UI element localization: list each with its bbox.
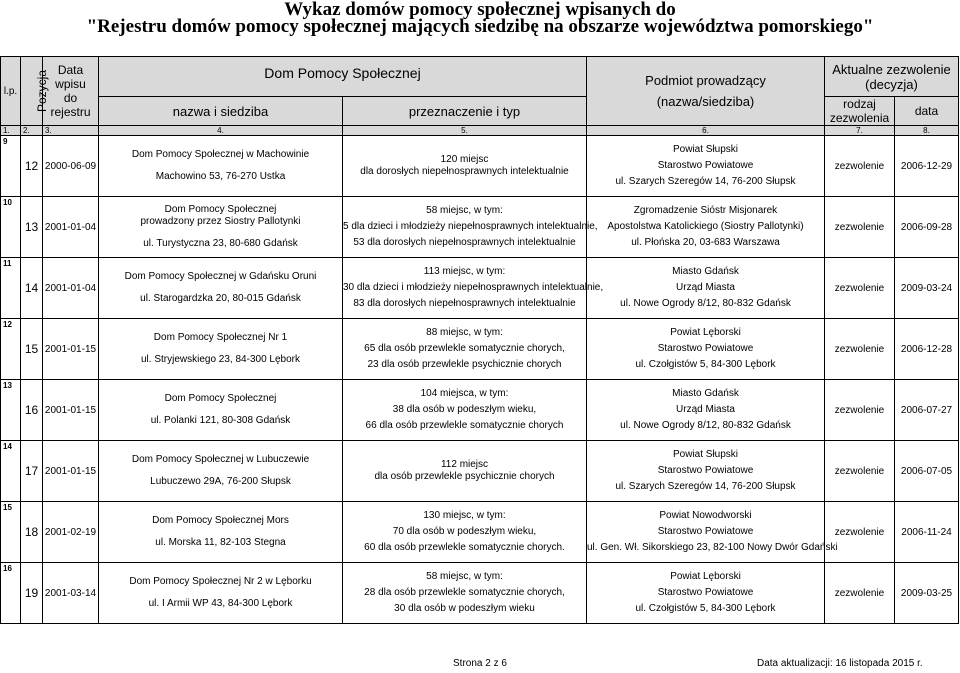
rodzaj-cell xyxy=(825,136,895,197)
table-row xyxy=(1,136,959,197)
data-value: 2006-07-05 xyxy=(900,465,953,477)
spacer xyxy=(99,344,342,354)
rodzaj-value: zezwolenie xyxy=(834,587,885,599)
pozycja-cell xyxy=(21,258,43,319)
przeznaczenie-cell xyxy=(343,319,587,380)
nazwa-cell xyxy=(99,502,343,563)
lp-cell xyxy=(1,197,21,258)
rodzaj-value: zezwolenie xyxy=(834,343,885,355)
update-date: Data aktualizacji: 16 listopada 2015 r. xyxy=(757,658,923,669)
data-cell xyxy=(895,441,959,502)
nazwa-line: ul. Morska 11, 82-103 Stegna xyxy=(155,537,286,548)
lp-number: 14 xyxy=(3,442,12,451)
podmiot-cell xyxy=(587,319,825,380)
nazwa-cell xyxy=(99,441,343,502)
col-number: 7. xyxy=(825,126,895,136)
col-number: 5. xyxy=(343,126,587,136)
data-value: 2009-03-25 xyxy=(900,587,953,599)
nazwa-line: ul. I Armii WP 43, 84-300 Lębork xyxy=(148,598,293,609)
przeznaczenie-line: 53 dla dorosłych niepełnosprawnych intelektualnie xyxy=(353,237,576,248)
podmiot-cell xyxy=(587,441,825,502)
podmiot-line: Starostwo Powiatowe xyxy=(657,160,754,171)
table-row xyxy=(1,319,959,380)
lp-number: 12 xyxy=(3,320,12,329)
data-wpisu-cell xyxy=(43,258,99,319)
data-wpisu-value: 2001-01-15 xyxy=(44,465,97,477)
nazwa-line: Dom Pomocy Społecznej Mors xyxy=(152,515,289,526)
podmiot-line: Zgromadzenie Sióstr Misjonarek xyxy=(633,205,778,216)
header-nazwa: nazwa i siedziba xyxy=(99,97,343,126)
header-lp: l.p. xyxy=(1,57,21,126)
nazwa-line: Dom Pomocy Społecznej w Lubuczewie xyxy=(131,454,310,465)
nazwa-line: Dom Pomocy Społecznej Nr 2 w Lęborku xyxy=(129,576,312,587)
rodzaj-cell xyxy=(825,380,895,441)
nazwa-cell xyxy=(99,136,343,197)
data-value: 2006-11-24 xyxy=(901,526,952,538)
lp-cell xyxy=(1,380,21,441)
przeznaczenie-line: 23 dla osób przewlekle psychicznie chorych xyxy=(367,359,562,370)
podmiot-line: Starostwo Powiatowe xyxy=(657,343,754,354)
przeznaczenie-line: dla osób przewlekle psychicznie chorych xyxy=(374,471,555,482)
header-pozycja: Pozycja xyxy=(21,57,43,126)
pozycja-cell xyxy=(21,319,43,380)
rodzaj-value: zezwolenie xyxy=(834,221,885,233)
przeznaczenie-line: 83 dla dorosłych niepełnosprawnych intelektualnie xyxy=(353,298,576,309)
data-wpisu-cell xyxy=(43,136,99,197)
nazwa-line: Dom Pomocy Społecznej w Machowinie xyxy=(131,149,310,160)
table-row xyxy=(1,258,959,319)
header-przeznaczenie: przeznaczenie i typ xyxy=(343,97,587,126)
rodzaj-cell xyxy=(825,563,895,624)
podmiot-line: ul. Nowe Ogrody 8/12, 80-832 Gdańsk xyxy=(620,420,791,431)
header-podmiot: Podmiot prowadzący (nazwa/siedziba) xyxy=(587,57,825,126)
rodzaj-value: zezwolenie xyxy=(834,282,885,294)
lp-number: 16 xyxy=(3,564,12,573)
przeznaczenie-line: 65 dla osób przewlekle somatycznie chorych, xyxy=(364,343,565,354)
nazwa-cell xyxy=(99,319,343,380)
data-value: 2009-03-24 xyxy=(900,282,953,294)
page-number: Strona 2 z 6 xyxy=(453,658,507,669)
rodzaj-cell xyxy=(825,502,895,563)
data-value: 2006-12-29 xyxy=(900,160,953,172)
table-row xyxy=(1,441,959,502)
header-data-wpisu: Data wpisu do rejestru xyxy=(43,57,99,126)
przeznaczenie-cell xyxy=(343,563,587,624)
nazwa-line: Machowino 53, 76-270 Ustka xyxy=(155,171,286,182)
data-wpisu-value: 2001-01-04 xyxy=(44,282,97,294)
pozycja-value: 15 xyxy=(24,342,39,356)
podmiot-line: Urząd Miasta xyxy=(676,404,735,415)
przeznaczenie-line: 88 miejsc, w tym: xyxy=(426,327,503,338)
przeznaczenie-cell xyxy=(343,258,604,319)
podmiot-line: Powiat Lęborski xyxy=(670,327,741,338)
lp-cell xyxy=(1,441,21,502)
rodzaj-value: zezwolenie xyxy=(834,526,885,538)
data-cell xyxy=(895,258,959,319)
table-row xyxy=(1,380,959,441)
podmiot-line: ul. Płońska 20, 03-683 Warszawa xyxy=(631,237,780,248)
podmiot-line: ul. Szarych Szeregów 14, 76-200 Słupsk xyxy=(615,481,796,492)
nazwa-cell xyxy=(99,563,343,624)
przeznaczenie-line: 5 dla dzieci i młodzieży niepełnosprawnych intelektualnie, xyxy=(343,221,598,232)
pozycja-cell xyxy=(21,502,43,563)
przeznaczenie-line: 58 miejsc, w tym: xyxy=(426,205,503,216)
nazwa-line: Dom Pomocy Społecznej xyxy=(164,204,277,215)
nazwa-line: Dom Pomocy Społecznej Nr 1 xyxy=(153,332,288,343)
podmiot-line: Powiat Słupski xyxy=(672,449,739,460)
nazwa-cell xyxy=(99,197,343,258)
podmiot-cell xyxy=(587,380,825,441)
podmiot-cell xyxy=(587,563,825,624)
pozycja-value: 14 xyxy=(24,281,39,295)
page-title-line1: Wykaz domów pomocy społecznej wpisanych do xyxy=(284,0,676,20)
podmiot-line: Powiat Lęborski xyxy=(670,571,741,582)
data-cell xyxy=(895,502,959,563)
lp-number: 10 xyxy=(3,198,12,207)
podmiot-line: ul. Czołgistów 5, 84-300 Lębork xyxy=(635,359,776,370)
spacer xyxy=(99,405,342,415)
data-wpisu-value: 2001-02-19 xyxy=(44,526,97,538)
data-wpisu-cell xyxy=(43,441,99,502)
lp-number: 13 xyxy=(3,381,12,390)
nazwa-line: ul. Turystyczna 23, 80-680 Gdańsk xyxy=(143,238,298,249)
spacer xyxy=(99,161,342,171)
lp-cell xyxy=(1,136,21,197)
lp-cell xyxy=(1,319,21,380)
nazwa-cell xyxy=(99,258,343,319)
data-cell xyxy=(895,197,959,258)
lp-number: 11 xyxy=(3,259,12,268)
podmiot-line: ul. Czołgistów 5, 84-300 Lębork xyxy=(635,603,776,614)
podmiot-line: Urząd Miasta xyxy=(676,282,735,293)
header-row-top xyxy=(1,57,959,97)
spacer xyxy=(99,228,342,238)
podmiot-line: Starostwo Powiatowe xyxy=(657,465,754,476)
table-row xyxy=(1,502,959,563)
data-wpisu-cell xyxy=(43,563,99,624)
rodzaj-value: zezwolenie xyxy=(834,465,885,477)
przeznaczenie-line: 130 miejsc, w tym: xyxy=(423,510,506,521)
przeznaczenie-line: 112 miejsc xyxy=(440,459,489,470)
przeznaczenie-line: 66 dla osób przewlekle somatycznie chorych xyxy=(365,420,564,431)
podmiot-cell xyxy=(587,197,825,258)
lp-cell xyxy=(1,563,21,624)
spacer xyxy=(99,466,342,476)
data-wpisu-value: 2001-01-04 xyxy=(44,221,97,233)
col-number: 6. xyxy=(587,126,825,136)
data-wpisu-cell xyxy=(43,502,99,563)
pozycja-cell xyxy=(21,563,43,624)
pozycja-cell xyxy=(21,441,43,502)
spacer xyxy=(99,283,342,293)
rodzaj-value: zezwolenie xyxy=(834,160,885,172)
data-cell xyxy=(895,380,959,441)
table-row xyxy=(1,563,959,624)
nazwa-line: ul. Polanki 121, 80-308 Gdańsk xyxy=(150,415,291,426)
pozycja-value: 19 xyxy=(24,586,39,600)
podmiot-line: Starostwo Powiatowe xyxy=(657,526,754,537)
col-number: 4. xyxy=(99,126,343,136)
podmiot-line: Miasto Gdańsk xyxy=(672,388,739,399)
przeznaczenie-cell xyxy=(343,441,587,502)
data-value: 2006-12-28 xyxy=(900,343,953,355)
podmiot-line: Powiat Słupski xyxy=(672,144,739,155)
table-row xyxy=(1,197,959,258)
nazwa-line: Dom Pomocy Społecznej xyxy=(164,393,277,404)
przeznaczenie-line: 28 dla osób przewlekle somatycznie chorych, xyxy=(364,587,565,598)
data-cell xyxy=(895,563,959,624)
data-wpisu-value: 2001-01-15 xyxy=(44,343,97,355)
przeznaczenie-line: 120 miejsc xyxy=(440,154,489,165)
podmiot-line: ul. Szarych Szeregów 14, 76-200 Słupsk xyxy=(615,176,796,187)
podmiot-line: Powiat Nowodworski xyxy=(659,510,752,521)
nazwa-line: ul. Starogardzka 20, 80-015 Gdańsk xyxy=(140,293,301,304)
przeznaczenie-line: 30 dla osób w podeszłym wieku xyxy=(394,603,535,614)
przeznaczenie-line: 38 dla osób w podeszłym wieku, xyxy=(392,404,537,415)
przeznaczenie-line: 58 miejsc, w tym: xyxy=(426,571,503,582)
register-table xyxy=(0,56,959,624)
col-number: 2. xyxy=(21,126,43,136)
przeznaczenie-cell xyxy=(343,197,598,258)
przeznaczenie-cell xyxy=(343,380,587,441)
podmiot-cell xyxy=(587,136,825,197)
rodzaj-cell xyxy=(825,258,895,319)
pozycja-value: 13 xyxy=(24,220,39,234)
podmiot-line: Apostolstwa Katolickiego (Siostry Pallotynki) xyxy=(607,221,804,232)
przeznaczenie-line: 60 dla osób przewlekle somatycznie chorych. xyxy=(364,542,565,553)
data-wpisu-value: 2001-01-15 xyxy=(44,404,97,416)
spacer xyxy=(99,588,342,598)
data-wpisu-value: 2000-06-09 xyxy=(44,160,97,172)
podmiot-cell xyxy=(587,258,825,319)
przeznaczenie-line: 70 dla osób w podeszłym wieku, xyxy=(392,526,537,537)
nazwa-cell xyxy=(99,380,343,441)
data-cell xyxy=(895,319,959,380)
pozycja-value: 12 xyxy=(24,159,39,173)
col-number: 3. xyxy=(43,126,99,136)
col-number: 8. xyxy=(895,126,959,136)
rodzaj-cell xyxy=(825,197,895,258)
data-wpisu-value: 2001-03-14 xyxy=(44,587,97,599)
pozycja-value: 16 xyxy=(24,403,39,417)
podmiot-line: ul. Gen. Wł. Sikorskiego 23, 82-100 Nowy Dwór Gdański xyxy=(587,542,838,553)
lp-cell xyxy=(1,502,21,563)
pozycja-cell xyxy=(21,136,43,197)
podmiot-line: Starostwo Powiatowe xyxy=(657,587,754,598)
lp-cell xyxy=(1,258,21,319)
nazwa-line: ul. Stryjewskiego 23, 84-300 Lębork xyxy=(141,354,300,365)
data-wpisu-cell xyxy=(43,319,99,380)
pozycja-cell xyxy=(21,380,43,441)
przeznaczenie-cell xyxy=(343,502,587,563)
data-value: 2006-07-27 xyxy=(900,404,953,416)
data-cell xyxy=(895,136,959,197)
przeznaczenie-cell xyxy=(343,136,587,197)
podmiot-line: Miasto Gdańsk xyxy=(672,266,739,277)
przeznaczenie-line: dla dorosłych niepełnosprawnych intelektualnie xyxy=(360,166,569,177)
data-wpisu-cell xyxy=(43,380,99,441)
column-numbers-row xyxy=(1,126,959,136)
pozycja-cell xyxy=(21,197,43,258)
data-value: 2006-09-28 xyxy=(900,221,953,233)
pozycja-value: 18 xyxy=(24,525,39,539)
rodzaj-cell xyxy=(825,441,895,502)
przeznaczenie-line: 104 miejsca, w tym: xyxy=(420,388,509,399)
nazwa-line: prowadzony przez Siostry Pallotynki xyxy=(140,216,301,227)
rodzaj-value: zezwolenie xyxy=(834,404,885,416)
header-rodzaj: rodzaj zezwolenia xyxy=(825,97,895,126)
nazwa-line: Lubuczewo 29A, 76-200 Słupsk xyxy=(150,476,291,487)
lp-number: 15 xyxy=(3,503,12,512)
rodzaj-cell xyxy=(825,319,895,380)
podmiot-cell xyxy=(587,502,838,563)
header-dom: Dom Pomocy Społecznej xyxy=(99,57,587,97)
spacer xyxy=(99,527,342,537)
nazwa-line: Dom Pomocy Społecznej w Gdańsku Oruni xyxy=(124,271,317,282)
lp-number: 9 xyxy=(3,137,8,146)
header-aktualne: Aktualne zezwolenie (decyzja) xyxy=(825,57,959,97)
col-number: 1. xyxy=(1,126,21,136)
data-wpisu-cell xyxy=(43,197,99,258)
page-title-line2: "Rejestru domów pomocy społecznej mających siedzibę na obszarze województwa pomorskiego" xyxy=(86,16,874,37)
header-data: data xyxy=(895,97,959,126)
przeznaczenie-line: 30 dla dzieci i młodzieży niepełnosprawnych intelektualnie, xyxy=(343,282,604,293)
pozycja-value: 17 xyxy=(24,464,39,478)
przeznaczenie-line: 113 miejsc, w tym: xyxy=(423,266,506,277)
podmiot-line: ul. Nowe Ogrody 8/12, 80-832 Gdańsk xyxy=(620,298,791,309)
